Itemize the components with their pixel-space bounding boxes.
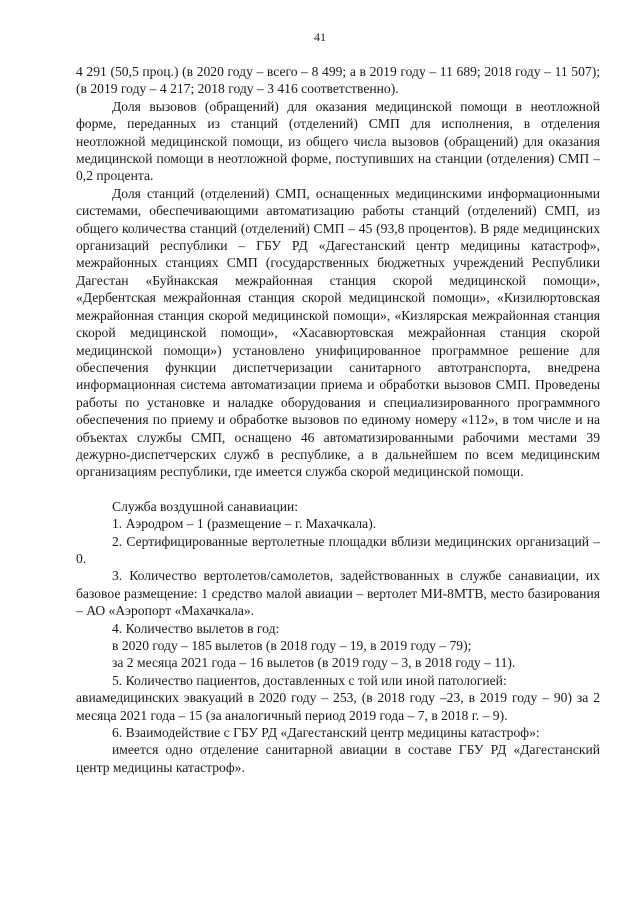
aviation-item-airfield: 1. Аэродром – 1 (размещение – г. Махачкала). xyxy=(112,516,377,532)
aviation-item-helipads: 2. Сертифицированные вертолетные площадки вблизи медицинских организаций – 0. xyxy=(76,533,600,566)
aviation-item-interaction: имеется одно отделение санитарной авиации в составе ГБУ РД «Дагестанский центр медицины катастроф». xyxy=(76,742,600,775)
paragraph-continued: 4 291 (50,5 проц.) (в 2020 году – всего – 8 499; а в 2019 году – 11 689; 2018 году – 11 507); (в 2019 году – 4 217; 2018 году – 3 416 соответственно). xyxy=(76,64,600,97)
paragraph-information-systems: Доля станций (отделений) СМП, оснащенных медицинскими информационными системами, обеспечивающими автоматизацию работы станций (отделений) СМП, из общего количества станций (отделений) СМП – 45 (93,8 процентов). В ряде медицинских организаций республики – ГБУ РД «Дагестанский центр медицины катастроф», межрайонных станциях СМП (государственных бюджетных учреждений Республики Дагестан «Буйнакская межрайонная станция скорой медицинской помощи», «Дербентская межрайонная станция скорой медицинской помощи», «Кизилюртовская межрайонная станция скорой медицинской помощи», «Кизлярская межрайонная станция скорой медицинской помощи», «Хасавюртовская межрайонная станция скорой медицинской помощи») установлено унифицированное программное решение для обеспечения функции диспетчеризации санитарного автотранспорта, внедрена информационная система автоматизации приема и обработки вызовов СМП. Проведены работы по установке и наладке оборудования и специализированного программного обеспечения по приему и обработке вызовов по единому номеру «112», в том числе и на объектах службы СМП, оснащено 46 автоматизированными рабочими местами 39 дежурно-диспетчерских служб в республике, а в дальнейшем по всем медицинским организациям республики, где имеется служба скорой медицинской помощи. xyxy=(76,185,600,480)
document-body xyxy=(76,63,600,776)
aviation-item-flights-2020: в 2020 году – 185 вылетов (в 2018 году – 19, в 2019 году – 79); xyxy=(112,638,472,653)
aviation-item-patients-heading: 5. Количество пациентов, доставленных с той или иной патологией: xyxy=(112,672,507,688)
aviation-item-evacuations: авиамедицинских эвакуаций в 2020 году – 253, (в 2018 году –23, в 2019 году – 90) за 2 месяца 2021 года – 15 (за аналогичный период 2019 года – 7, в 2018 г. – 9). xyxy=(76,690,600,723)
section-gap xyxy=(76,481,600,498)
aviation-item-flights-2021: за 2 месяца 2021 года – 16 вылетов (в 2019 году – 3, в 2018 году – 11). xyxy=(112,655,516,671)
aviation-heading: Служба воздушной санавиации: xyxy=(112,498,299,514)
aviation-item-aircraft: 3. Количество вертолетов/самолетов, задействованных в службе санавиации, их базовое размещение: 1 средство малой авиации – вертолет МИ-8МТВ, место базирования – АО «Аэропорт «Махачкала». xyxy=(76,568,600,619)
paragraph-urgent-calls-share: Доля вызовов (обращений) для оказания медицинской помощи в неотложной форме, переданных из станций (отделений) СМП для исполнения, в отделения неотложной медицинской помощи, из общего числа вызовов (обращений) для оказания медицинской помощи в неотложной форме, поступивших на станции (отделения) СМП – 0,2 процента. xyxy=(76,98,600,184)
aviation-item-flights-heading: 4. Количество вылетов в год: xyxy=(112,620,280,636)
page-number: 41 xyxy=(314,30,326,44)
aviation-item-interaction-heading: 6. Взаимодействие с ГБУ РД «Дагестанский центр медицины катастроф»: xyxy=(112,725,540,741)
